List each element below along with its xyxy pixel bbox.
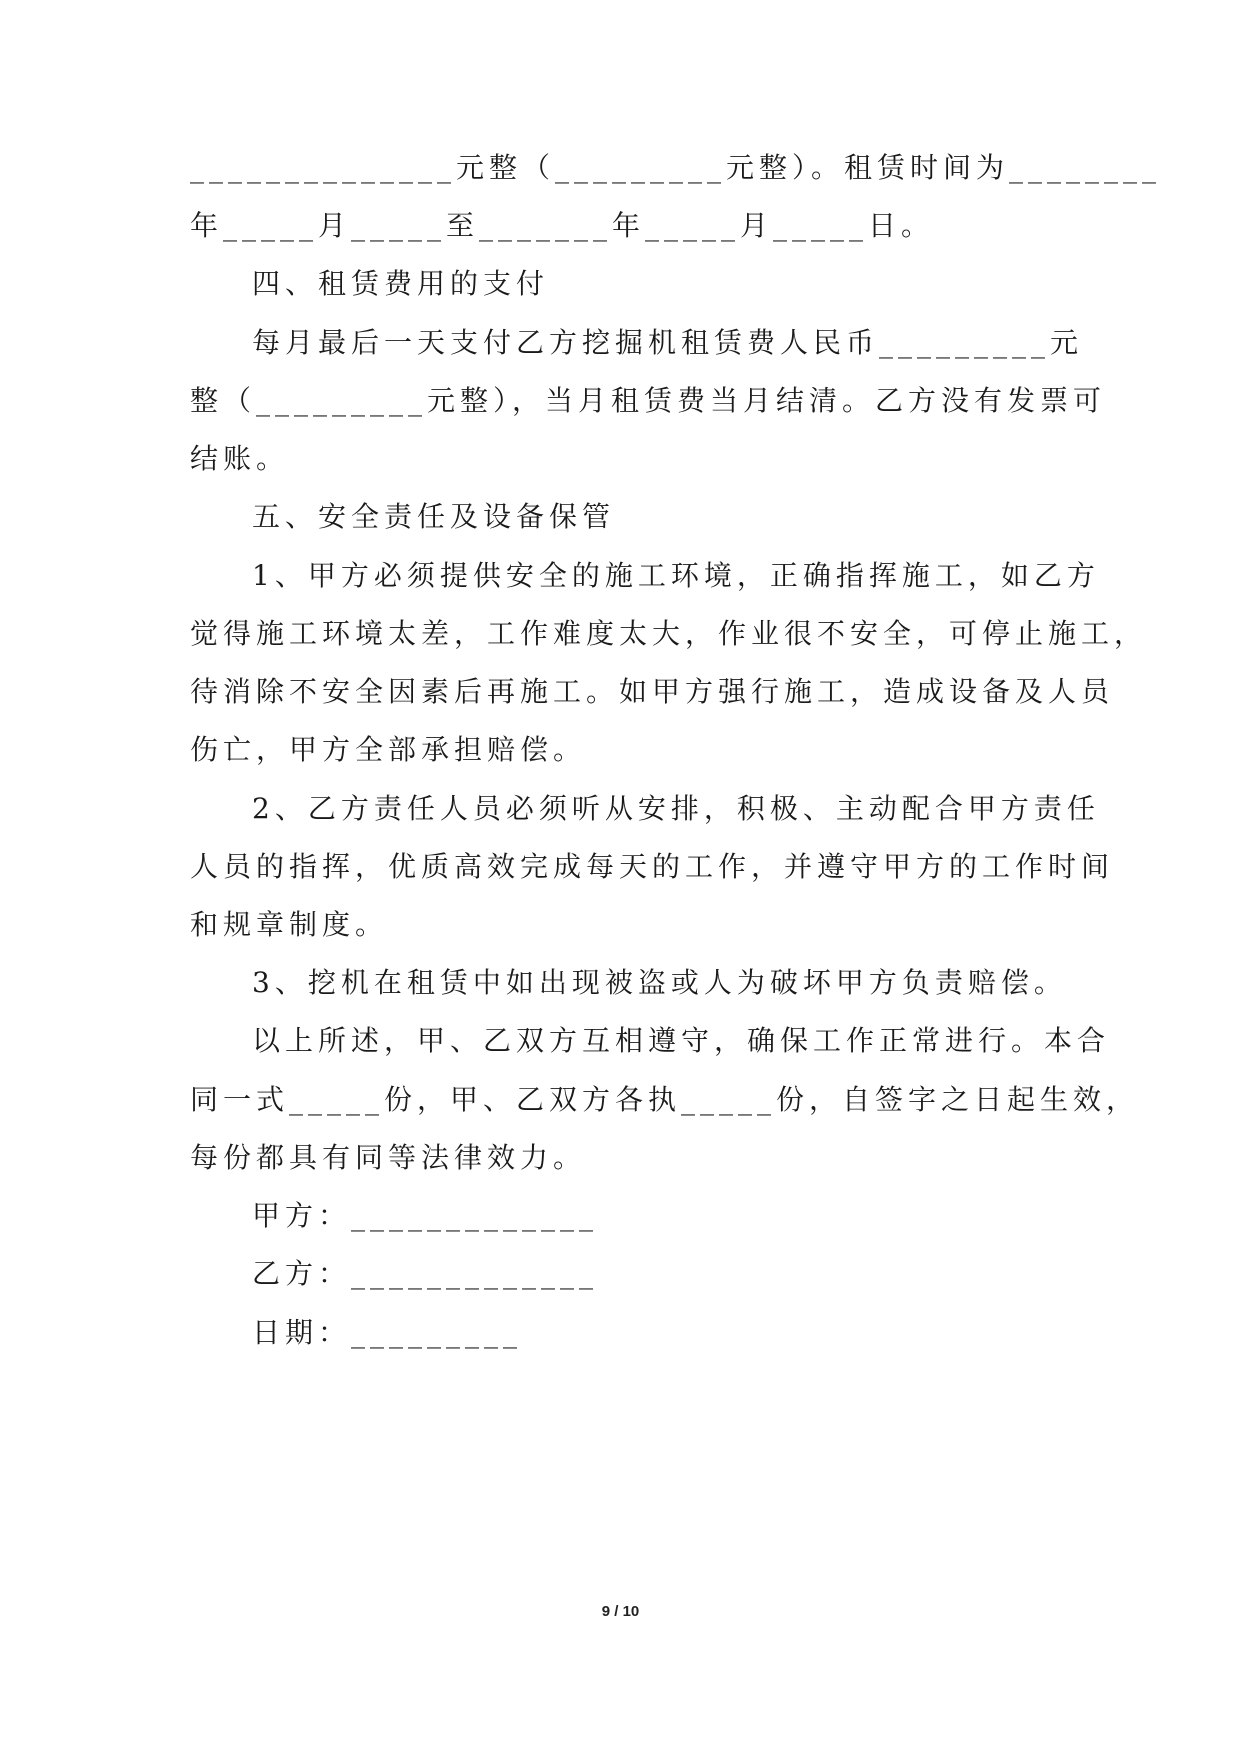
contract-line: 年_____月_____至_______年_____月_____日。 xyxy=(190,209,935,242)
section-heading: 四、租赁费用的支付 xyxy=(252,267,550,300)
contract-line: 以上所述，甲、乙双方互相遵守，确保工作正常进行。本合 xyxy=(252,1024,1111,1057)
contract-line: 和规章制度。 xyxy=(190,908,389,941)
signature-party-a: 甲方：_____________ xyxy=(252,1199,599,1232)
contract-line: 1、甲方必须提供安全的施工环境，正确指挥施工，如乙方 xyxy=(252,559,1100,592)
contract-line: 人员的指挥，优质高效完成每天的工作，并遵守甲方的工作时间 xyxy=(190,850,1115,883)
contract-line: 每月最后一天支付乙方挖掘机租赁费人民币_________元 xyxy=(252,326,1084,359)
contract-line: 结账。 xyxy=(190,442,290,475)
contract-line: 每份都具有同等法律效力。 xyxy=(190,1141,587,1174)
contract-line: 待消除不安全因素后再施工。如甲方强行施工，造成设备及人员 xyxy=(190,675,1115,708)
contract-line: 伤亡，甲方全部承担赔偿。 xyxy=(190,733,587,766)
section-heading: 五、安全责任及设备保管 xyxy=(252,500,616,533)
contract-line: 2、乙方责任人员必须听从安排，积极、主动配合甲方责任 xyxy=(252,792,1100,825)
signature-date: 日期：_________ xyxy=(252,1316,523,1349)
contract-line: 3、挖机在租赁中如出现被盗或人为破坏甲方负责赔偿。 xyxy=(252,966,1067,999)
signature-party-b: 乙方：_____________ xyxy=(252,1257,599,1290)
page-number: 9 / 10 xyxy=(601,1603,640,1620)
contract-line: 整（_________元整），当月租赁费当月结清。乙方没有发票可 xyxy=(190,384,1107,417)
contract-line: ______________元整（_________元整）。租赁时间为________ xyxy=(190,151,1162,184)
contract-line: 同一式_____份，甲、乙双方各执_____份，自签字之日起生效， xyxy=(190,1083,1140,1116)
contract-line: 觉得施工环境太差，工作难度太大，作业很不安全，可停止施工， xyxy=(190,617,1148,650)
